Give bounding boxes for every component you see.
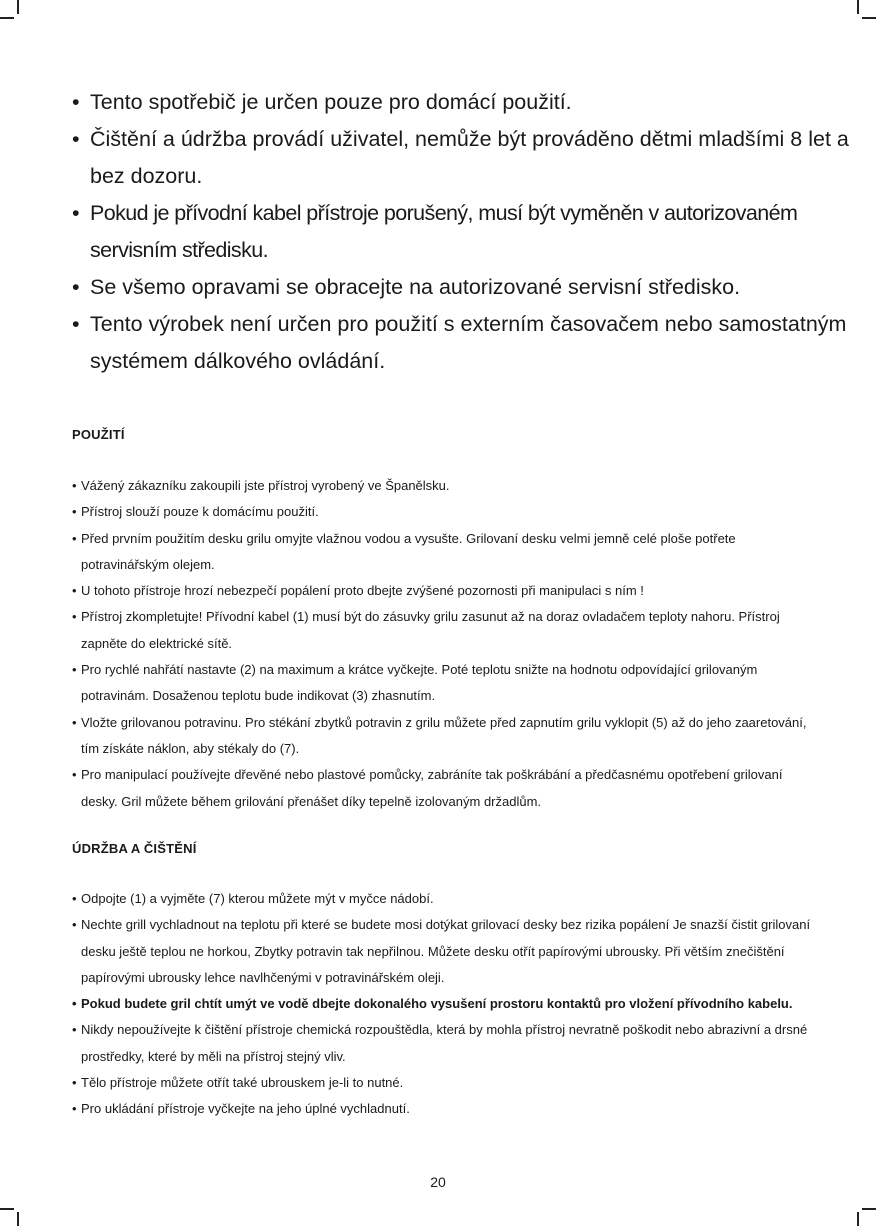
- usage-item: • Vážený zákazníku zakoupili jste přístroj vyrobený ve Španělsku.: [72, 473, 812, 499]
- usage-item: • Pro rychlé nahřátí nastavte (2) na maximum a krátce vyčkejte. Poté teplotu snižte na hodnotu odpovídající grilovaným potravinám. Dosaženou teplotu bude indikovat (3) zhasnutím.: [72, 657, 812, 710]
- intro-item: • Čištění a údržba provádí uživatel, nemůže být prováděno dětmi mladšími 8 let a bez dozoru.: [72, 121, 852, 195]
- maintenance-item-bold: • Pokud budete gril chtít umýt ve vodě dbejte dokonalého vysušení prostoru kontaktů pro vložení přívodního kabelu.: [72, 991, 812, 1017]
- crop-mark-top-left: [17, 0, 19, 14]
- crop-mark-bottom-left-h: [0, 1208, 14, 1210]
- crop-mark-top-right-h: [862, 17, 876, 19]
- intro-item: • Se všemo opravami se obracejte na autorizované servisní středisko.: [72, 269, 852, 306]
- usage-item: • Přístroj slouží pouze k domácímu použití.: [72, 499, 812, 525]
- maintenance-item: • Pro ukládání přístroje vyčkejte na jeho úplné vychladnutí.: [72, 1096, 812, 1122]
- intro-list: [72, 84, 852, 380]
- crop-mark-bottom-right: [857, 1212, 859, 1226]
- crop-mark-top-left-h: [0, 17, 14, 19]
- crop-mark-bottom-left: [17, 1212, 19, 1226]
- maintenance-heading: ÚDRŽBA A ČIŠTĚNÍ: [72, 841, 197, 856]
- usage-item: • Přístroj zkompletujte! Přívodní kabel (1) musí být do zásuvky grilu zasunut až na doraz ovladačem teploty nahoru. Přístroj zapněte do elektrické sítě.: [72, 604, 812, 657]
- maintenance-list: [72, 886, 812, 1123]
- maintenance-item: • Tělo přístroje můžete otřít také ubrouskem je-li to nutné.: [72, 1070, 812, 1096]
- crop-mark-top-right: [857, 0, 859, 14]
- maintenance-item: • Nechte grill vychladnout na teplotu při které se budete mosi dotýkat grilovací desky bez rizika popálení Je snazší čistit grilovaní desku ještě teplou ne horkou, Zbytky potravin tak nepřilnou. Můžete desku otřít papírovými ubrousky. Při větším znečištění papírovými ubrousky lehce navlhčenými v potravinářském oleji.: [72, 912, 812, 991]
- intro-item: • Tento výrobek není určen pro použití s externím časovačem nebo samostatným systémem dálkového ovládání.: [72, 306, 852, 380]
- usage-heading: POUŽITÍ: [72, 427, 125, 442]
- page-number: 20: [430, 1174, 446, 1190]
- maintenance-item: • Odpojte (1) a vyjměte (7) kterou můžete mýt v myčce nádobí.: [72, 886, 812, 912]
- intro-item: • Pokud je přívodní kabel přístroje porušený, musí být vyměněn v autorizovaném servisním středisku.: [72, 195, 852, 269]
- usage-list: [72, 473, 812, 815]
- usage-item: • Pro manipulací používejte dřevěné nebo plastové pomůcky, zabráníte tak poškrábání a předčasnému opotřebení grilovaní desky. Gril můžete během grilování přenášet díky tepelně izolovaným držadlům.: [72, 762, 812, 815]
- usage-item: • U tohoto přístroje hrozí nebezpečí popálení proto dbejte zvýšené pozornosti při manipulaci s ním !: [72, 578, 812, 604]
- crop-mark-bottom-right-h: [862, 1208, 876, 1210]
- usage-item: • Před prvním použitím desku grilu omyjte vlažnou vodou a vysušte. Grilovaní desku velmi jemně celé ploše potřete potravinářským olejem.: [72, 526, 812, 579]
- maintenance-item: • Nikdy nepoužívejte k čištění přístroje chemická rozpouštědla, která by mohla přístroj nevratně poškodit nebo abrazivní a drsné prostředky, které by měli na přístroj stejný vliv.: [72, 1017, 812, 1070]
- intro-item: • Tento spotřebič je určen pouze pro domácí použití.: [72, 84, 852, 121]
- usage-item: • Vložte grilovanou potravinu. Pro stékání zbytků potravin z grilu můžete před zapnutím grilu vyklopit (5) až do jeho zaaretování, tím získáte náklon, aby stékaly do (7).: [72, 710, 812, 763]
